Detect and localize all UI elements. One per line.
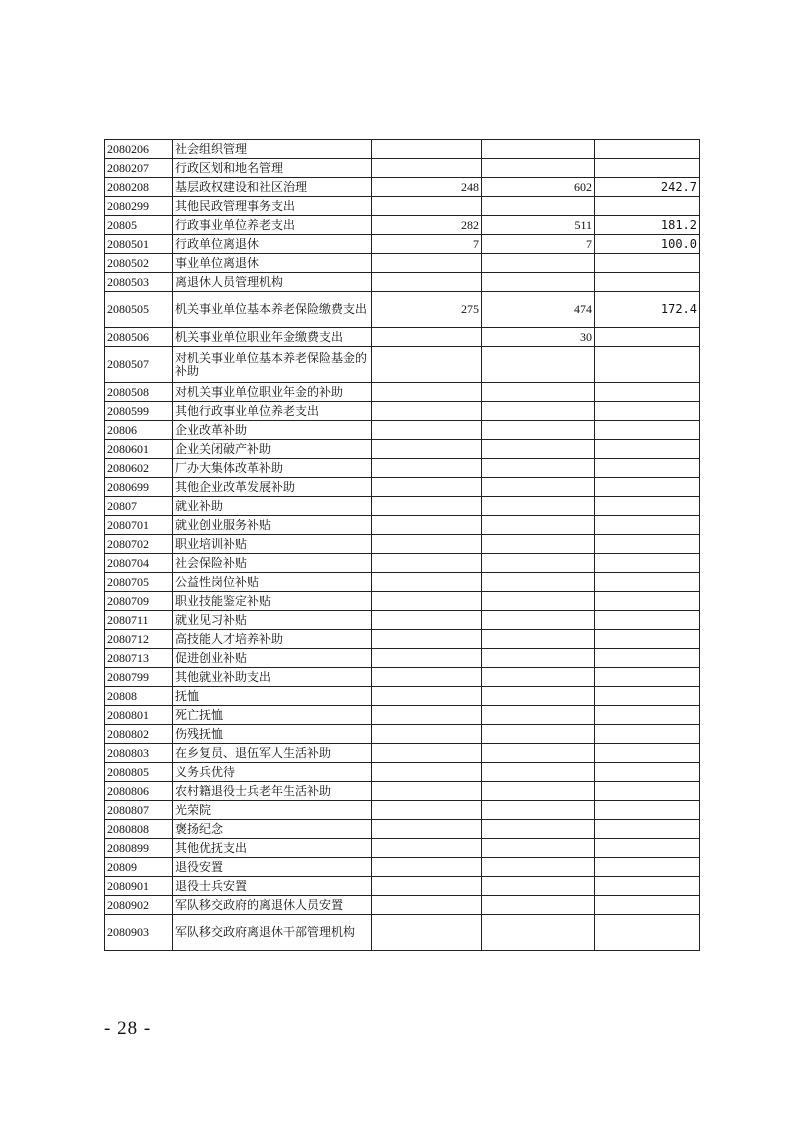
row-value-1-cell — [372, 763, 482, 782]
row-code-cell: 2080505 — [105, 292, 173, 328]
row-value-2-cell — [482, 440, 595, 459]
row-value-3-cell — [595, 535, 700, 554]
row-value-2-cell — [482, 820, 595, 839]
row-value-2-cell — [482, 915, 595, 951]
row-name-cell: 退役安置 — [173, 858, 372, 877]
row-value-2-cell — [482, 573, 595, 592]
table-row — [105, 896, 700, 915]
row-value-1-cell — [372, 915, 482, 951]
row-value-1-cell — [372, 440, 482, 459]
row-name-cell: 行政区划和地名管理 — [173, 159, 372, 178]
row-name-cell: 抚恤 — [173, 687, 372, 706]
row-value-3-cell — [595, 159, 700, 178]
row-name-cell: 厂办大集体改革补助 — [173, 459, 372, 478]
row-name-cell: 离退休人员管理机构 — [173, 273, 372, 292]
row-code-cell: 20808 — [105, 687, 173, 706]
row-code-cell: 2080901 — [105, 877, 173, 896]
row-value-3-cell: 242.7 — [595, 178, 700, 197]
row-value-1-cell — [372, 725, 482, 744]
row-value-2-cell — [482, 402, 595, 421]
table-row — [105, 216, 700, 235]
row-value-2-cell — [482, 383, 595, 402]
table-row — [105, 459, 700, 478]
row-value-2-cell — [482, 744, 595, 763]
row-value-3-cell — [595, 328, 700, 347]
row-value-2-cell — [482, 254, 595, 273]
row-value-3-cell — [595, 497, 700, 516]
row-code-cell: 2080712 — [105, 630, 173, 649]
row-name-cell: 事业单位离退休 — [173, 254, 372, 273]
row-code-cell: 20809 — [105, 858, 173, 877]
row-value-1-cell — [372, 744, 482, 763]
row-name-cell: 就业补助 — [173, 497, 372, 516]
row-value-1-cell — [372, 516, 482, 535]
row-value-2-cell — [482, 421, 595, 440]
row-value-1-cell — [372, 273, 482, 292]
row-value-2-cell — [482, 140, 595, 159]
row-value-3-cell — [595, 668, 700, 687]
row-name-cell: 褒扬纪念 — [173, 820, 372, 839]
table-row — [105, 178, 700, 197]
row-value-2-cell — [482, 687, 595, 706]
row-code-cell: 2080507 — [105, 347, 173, 383]
row-value-2-cell — [482, 858, 595, 877]
row-value-1-cell — [372, 858, 482, 877]
row-name-cell: 在乡复员、退伍军人生活补助 — [173, 744, 372, 763]
row-value-2-cell — [482, 649, 595, 668]
row-value-1-cell — [372, 801, 482, 820]
row-value-3-cell — [595, 273, 700, 292]
row-value-2-cell — [482, 347, 595, 383]
table-row — [105, 535, 700, 554]
table-row — [105, 140, 700, 159]
table-row — [105, 292, 700, 328]
row-value-1-cell — [372, 611, 482, 630]
row-value-3-cell — [595, 516, 700, 535]
row-value-3-cell — [595, 725, 700, 744]
table-row — [105, 915, 700, 951]
row-value-2-cell — [482, 516, 595, 535]
row-name-cell: 机关事业单位职业年金缴费支出 — [173, 328, 372, 347]
row-value-2-cell — [482, 839, 595, 858]
table-row — [105, 630, 700, 649]
table-row — [105, 159, 700, 178]
row-value-1-cell — [372, 706, 482, 725]
row-value-3-cell — [595, 478, 700, 497]
table-row — [105, 668, 700, 687]
row-value-1-cell — [372, 140, 482, 159]
row-value-3-cell: 100.0 — [595, 235, 700, 254]
row-value-2-cell — [482, 197, 595, 216]
row-code-cell: 2080704 — [105, 554, 173, 573]
row-code-cell: 20806 — [105, 421, 173, 440]
row-code-cell: 2080601 — [105, 440, 173, 459]
row-name-cell: 机关事业单位基本养老保险缴费支出 — [173, 292, 372, 328]
row-value-2-cell — [482, 763, 595, 782]
table-row — [105, 254, 700, 273]
table-row — [105, 402, 700, 421]
row-name-cell: 军队移交政府的离退休人员安置 — [173, 896, 372, 915]
row-name-cell: 企业改革补助 — [173, 421, 372, 440]
row-code-cell: 2080299 — [105, 197, 173, 216]
row-value-1-cell — [372, 402, 482, 421]
row-value-3-cell — [595, 140, 700, 159]
row-value-2-cell — [482, 592, 595, 611]
row-value-2-cell — [482, 554, 595, 573]
row-name-cell: 社会组织管理 — [173, 140, 372, 159]
table-row — [105, 421, 700, 440]
row-value-1-cell — [372, 896, 482, 915]
row-code-cell: 2080206 — [105, 140, 173, 159]
row-value-1-cell — [372, 497, 482, 516]
row-name-cell: 促进创业补贴 — [173, 649, 372, 668]
row-code-cell: 2080701 — [105, 516, 173, 535]
row-value-2-cell: 7 — [482, 235, 595, 254]
row-value-1-cell: 248 — [372, 178, 482, 197]
row-value-3-cell — [595, 383, 700, 402]
row-code-cell: 2080806 — [105, 782, 173, 801]
table-row — [105, 820, 700, 839]
row-value-1-cell — [372, 820, 482, 839]
row-code-cell: 2080899 — [105, 839, 173, 858]
table-row — [105, 611, 700, 630]
row-value-1-cell: 282 — [372, 216, 482, 235]
row-value-1-cell — [372, 782, 482, 801]
row-value-3-cell — [595, 782, 700, 801]
row-code-cell: 20805 — [105, 216, 173, 235]
row-value-3-cell — [595, 744, 700, 763]
row-code-cell: 2080713 — [105, 649, 173, 668]
table-row — [105, 573, 700, 592]
row-code-cell: 20807 — [105, 497, 173, 516]
row-value-1-cell — [372, 839, 482, 858]
row-value-1-cell — [372, 254, 482, 273]
table-row — [105, 554, 700, 573]
table-row — [105, 197, 700, 216]
table-row — [105, 687, 700, 706]
row-code-cell: 2080805 — [105, 763, 173, 782]
page-number: - 28 - — [104, 1018, 152, 1039]
row-name-cell: 农村籍退役士兵老年生活补助 — [173, 782, 372, 801]
row-value-1-cell — [372, 347, 482, 383]
row-code-cell: 2080503 — [105, 273, 173, 292]
row-code-cell: 2080699 — [105, 478, 173, 497]
table-row — [105, 725, 700, 744]
row-name-cell: 公益性岗位补贴 — [173, 573, 372, 592]
row-value-3-cell — [595, 440, 700, 459]
row-value-3-cell — [595, 254, 700, 273]
table-row — [105, 763, 700, 782]
row-name-cell: 职业培训补贴 — [173, 535, 372, 554]
row-value-3-cell — [595, 877, 700, 896]
row-value-1-cell — [372, 383, 482, 402]
row-value-1-cell — [372, 649, 482, 668]
row-value-2-cell — [482, 801, 595, 820]
row-value-3-cell — [595, 630, 700, 649]
row-value-3-cell — [595, 649, 700, 668]
row-code-cell: 2080501 — [105, 235, 173, 254]
row-name-cell: 行政单位离退休 — [173, 235, 372, 254]
row-code-cell: 2080207 — [105, 159, 173, 178]
row-value-1-cell — [372, 668, 482, 687]
row-code-cell: 2080803 — [105, 744, 173, 763]
row-value-2-cell — [482, 630, 595, 649]
row-name-cell: 就业见习补贴 — [173, 611, 372, 630]
row-value-2-cell — [482, 725, 595, 744]
table-row — [105, 235, 700, 254]
row-value-1-cell — [372, 592, 482, 611]
row-value-3-cell: 181.2 — [595, 216, 700, 235]
row-value-2-cell: 511 — [482, 216, 595, 235]
table-row — [105, 478, 700, 497]
row-value-1-cell — [372, 687, 482, 706]
row-name-cell: 其他行政事业单位养老支出 — [173, 402, 372, 421]
row-code-cell: 2080602 — [105, 459, 173, 478]
row-code-cell: 2080807 — [105, 801, 173, 820]
row-name-cell: 死亡抚恤 — [173, 706, 372, 725]
row-name-cell: 军队移交政府离退休干部管理机构 — [173, 915, 372, 951]
row-code-cell: 2080801 — [105, 706, 173, 725]
row-value-2-cell — [482, 478, 595, 497]
row-name-cell: 对机关事业单位职业年金的补助 — [173, 383, 372, 402]
row-value-1-cell — [372, 159, 482, 178]
table-row — [105, 347, 700, 383]
table-row — [105, 706, 700, 725]
row-value-3-cell — [595, 573, 700, 592]
row-value-2-cell: 602 — [482, 178, 595, 197]
budget-table-body — [105, 140, 700, 951]
row-value-2-cell: 474 — [482, 292, 595, 328]
row-value-3-cell — [595, 801, 700, 820]
table-row — [105, 839, 700, 858]
table-row — [105, 801, 700, 820]
row-code-cell: 2080808 — [105, 820, 173, 839]
row-name-cell: 其他优抚支出 — [173, 839, 372, 858]
row-value-1-cell — [372, 328, 482, 347]
row-code-cell: 2080506 — [105, 328, 173, 347]
row-code-cell: 2080705 — [105, 573, 173, 592]
row-value-3-cell — [595, 347, 700, 383]
row-name-cell: 退役士兵安置 — [173, 877, 372, 896]
row-name-cell: 光荣院 — [173, 801, 372, 820]
row-code-cell: 2080502 — [105, 254, 173, 273]
row-code-cell: 2080709 — [105, 592, 173, 611]
row-value-3-cell — [595, 915, 700, 951]
table-row — [105, 383, 700, 402]
row-value-2-cell — [482, 782, 595, 801]
table-row — [105, 858, 700, 877]
row-value-2-cell — [482, 896, 595, 915]
row-value-3-cell — [595, 896, 700, 915]
row-value-1-cell: 275 — [372, 292, 482, 328]
row-name-cell: 行政事业单位养老支出 — [173, 216, 372, 235]
row-value-2-cell — [482, 535, 595, 554]
row-value-2-cell — [482, 497, 595, 516]
row-value-3-cell — [595, 402, 700, 421]
row-name-cell: 企业关闭破产补助 — [173, 440, 372, 459]
row-value-1-cell — [372, 535, 482, 554]
row-name-cell: 其他企业改革发展补助 — [173, 478, 372, 497]
row-value-3-cell — [595, 839, 700, 858]
row-name-cell: 高技能人才培养补助 — [173, 630, 372, 649]
row-value-1-cell: 7 — [372, 235, 482, 254]
row-name-cell: 伤残抚恤 — [173, 725, 372, 744]
table-row — [105, 516, 700, 535]
row-code-cell: 2080599 — [105, 402, 173, 421]
row-code-cell: 2080208 — [105, 178, 173, 197]
row-value-2-cell — [482, 611, 595, 630]
row-name-cell: 义务兵优待 — [173, 763, 372, 782]
budget-table — [104, 139, 700, 951]
row-name-cell: 职业技能鉴定补贴 — [173, 592, 372, 611]
row-value-1-cell — [372, 630, 482, 649]
row-value-3-cell — [595, 858, 700, 877]
row-value-1-cell — [372, 421, 482, 440]
row-value-2-cell — [482, 706, 595, 725]
row-value-3-cell — [595, 421, 700, 440]
row-value-3-cell — [595, 611, 700, 630]
row-value-3-cell — [595, 763, 700, 782]
table-row — [105, 649, 700, 668]
row-value-2-cell — [482, 668, 595, 687]
table-row — [105, 782, 700, 801]
row-name-cell: 对机关事业单位基本养老保险基金的补助 — [173, 347, 372, 383]
row-value-2-cell — [482, 459, 595, 478]
row-value-2-cell — [482, 273, 595, 292]
row-value-2-cell — [482, 159, 595, 178]
row-name-cell: 就业创业服务补贴 — [173, 516, 372, 535]
row-value-3-cell — [595, 706, 700, 725]
row-value-3-cell — [595, 459, 700, 478]
table-row — [105, 497, 700, 516]
row-value-3-cell — [595, 592, 700, 611]
row-name-cell: 其他就业补助支出 — [173, 668, 372, 687]
table-row — [105, 877, 700, 896]
table-row — [105, 440, 700, 459]
row-value-1-cell — [372, 459, 482, 478]
row-name-cell: 基层政权建设和社区治理 — [173, 178, 372, 197]
row-value-1-cell — [372, 554, 482, 573]
row-code-cell: 2080802 — [105, 725, 173, 744]
row-code-cell: 2080799 — [105, 668, 173, 687]
table-row — [105, 592, 700, 611]
row-code-cell: 2080702 — [105, 535, 173, 554]
row-value-3-cell: 172.4 — [595, 292, 700, 328]
table-row — [105, 744, 700, 763]
row-value-3-cell — [595, 554, 700, 573]
row-value-3-cell — [595, 687, 700, 706]
row-value-3-cell — [595, 197, 700, 216]
row-code-cell: 2080903 — [105, 915, 173, 951]
row-value-1-cell — [372, 197, 482, 216]
row-code-cell: 2080711 — [105, 611, 173, 630]
row-value-3-cell — [595, 820, 700, 839]
row-value-1-cell — [372, 478, 482, 497]
row-value-2-cell: 30 — [482, 328, 595, 347]
row-code-cell: 2080902 — [105, 896, 173, 915]
row-value-1-cell — [372, 573, 482, 592]
row-code-cell: 2080508 — [105, 383, 173, 402]
row-value-1-cell — [372, 877, 482, 896]
row-name-cell: 社会保险补贴 — [173, 554, 372, 573]
row-name-cell: 其他民政管理事务支出 — [173, 197, 372, 216]
table-row — [105, 273, 700, 292]
row-value-2-cell — [482, 877, 595, 896]
table-row — [105, 328, 700, 347]
